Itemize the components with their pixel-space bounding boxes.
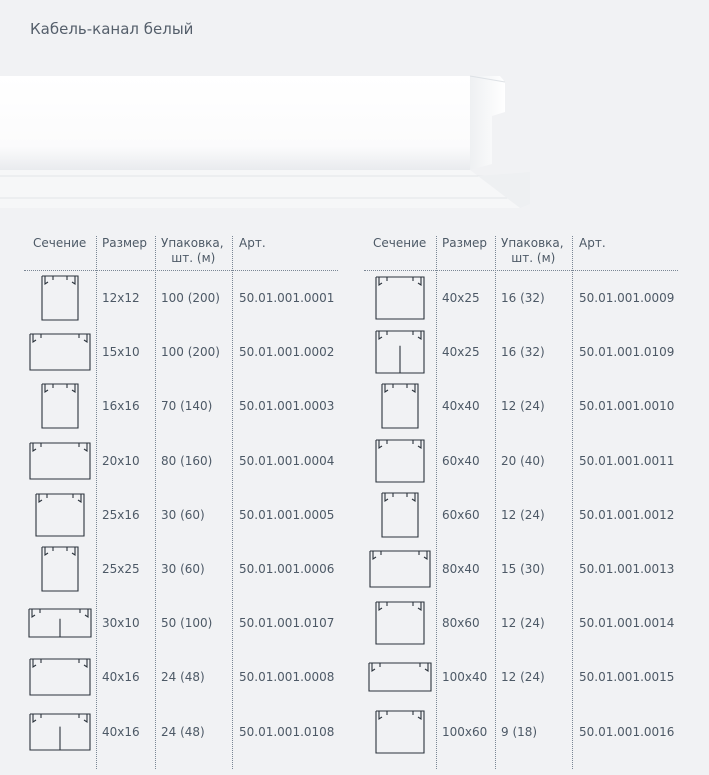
rows-left: [24, 271, 338, 759]
pack-cell: 12 (24): [501, 670, 545, 685]
table-row: [24, 705, 338, 759]
section-cell: [364, 273, 436, 323]
pack-cell: 12 (24): [501, 399, 545, 414]
pack-cell: 24 (48): [161, 670, 205, 685]
size-cell: 60x60: [442, 507, 480, 522]
size-cell: 20x10: [102, 453, 140, 468]
section-cell: [24, 544, 96, 594]
header-art: Арт.: [579, 236, 606, 250]
art-cell: 50.01.001.0015: [579, 670, 675, 685]
art-cell: 50.01.001.0003: [239, 399, 335, 414]
pack-cell: 30 (60): [161, 562, 205, 577]
header-size: Размер: [102, 236, 148, 250]
cable-channel-section-icon: [24, 707, 96, 757]
pack-cell: 70 (140): [161, 399, 213, 414]
section-cell: [364, 381, 436, 431]
table-row: [364, 434, 678, 488]
page-title: Кабель-канал белый: [30, 20, 194, 38]
art-cell: 50.01.001.0011: [579, 453, 675, 468]
art-cell: 50.01.001.0109: [579, 345, 675, 360]
cable-channel-section-icon: [24, 652, 96, 702]
product-table-left: [24, 236, 338, 769]
cable-channel-section-icon: [24, 381, 96, 431]
section-cell: [24, 327, 96, 377]
art-cell: 50.01.001.0004: [239, 453, 335, 468]
size-cell: 12x12: [102, 291, 140, 306]
pack-cell: 12 (24): [501, 616, 545, 631]
table-row: [24, 434, 338, 488]
size-cell: 40x25: [442, 345, 480, 360]
size-cell: 40x16: [102, 724, 140, 739]
size-cell: 30x10: [102, 616, 140, 631]
pack-cell: 100 (200): [161, 291, 220, 306]
art-cell: 50.01.001.0014: [579, 616, 675, 631]
section-cell: [24, 598, 96, 648]
section-cell: [24, 707, 96, 757]
cable-channel-section-icon: [364, 436, 436, 486]
section-cell: [364, 436, 436, 486]
section-cell: [364, 707, 436, 757]
art-cell: 50.01.001.0002: [239, 345, 335, 360]
table-row: [364, 650, 678, 704]
section-cell: [24, 381, 96, 431]
table-row: [24, 650, 338, 704]
pack-cell: 24 (48): [161, 724, 205, 739]
art-cell: 50.01.001.0009: [579, 291, 675, 306]
size-cell: 100x60: [442, 724, 488, 739]
header-pack: Упаковка, шт. (м): [161, 236, 224, 265]
section-cell: [364, 652, 436, 702]
table-row: [24, 271, 338, 325]
cable-channel-section-icon: [364, 652, 436, 702]
section-cell: [364, 544, 436, 594]
pack-cell: 16 (32): [501, 291, 545, 306]
size-cell: 100x40: [442, 670, 488, 685]
section-cell: [24, 490, 96, 540]
cable-channel-section-icon: [364, 327, 436, 377]
table-row: [24, 488, 338, 542]
art-cell: 50.01.001.0008: [239, 670, 335, 685]
header-section: Сечение: [373, 236, 427, 250]
header-section: Сечение: [33, 236, 87, 250]
size-cell: 25x25: [102, 562, 140, 577]
table-row: [364, 271, 678, 325]
cable-channel-section-icon: [364, 707, 436, 757]
art-cell: 50.01.001.0013: [579, 562, 675, 577]
table-row: [364, 596, 678, 650]
section-cell: [24, 273, 96, 323]
cable-channel-section-icon: [364, 381, 436, 431]
table-row: [364, 705, 678, 759]
cable-channel-section-icon: [24, 490, 96, 540]
pack-cell: 30 (60): [161, 507, 205, 522]
section-cell: [364, 327, 436, 377]
art-cell: 50.01.001.0006: [239, 562, 335, 577]
pack-cell: 9 (18): [501, 724, 538, 739]
art-cell: 50.01.001.0010: [579, 399, 675, 414]
size-cell: 80x40: [442, 562, 480, 577]
cable-channel-section-icon: [24, 598, 96, 648]
section-cell: [364, 490, 436, 540]
cable-channel-section-icon: [364, 273, 436, 323]
art-cell: 50.01.001.0005: [239, 507, 335, 522]
size-cell: 80x60: [442, 616, 480, 631]
cable-channel-section-icon: [24, 436, 96, 486]
rows-right: [364, 271, 678, 759]
header-art: Арт.: [239, 236, 266, 250]
size-cell: 40x16: [102, 670, 140, 685]
table-row: [364, 325, 678, 379]
cable-channel-product-image: [0, 72, 540, 212]
product-table-right: [364, 236, 678, 769]
size-cell: 25x16: [102, 507, 140, 522]
cable-channel-section-icon: [364, 598, 436, 648]
cable-channel-section-icon: [24, 273, 96, 323]
table-row: [24, 325, 338, 379]
size-cell: 15x10: [102, 345, 140, 360]
table-header: [364, 236, 678, 271]
size-cell: 40x25: [442, 291, 480, 306]
cable-channel-section-icon: [24, 327, 96, 377]
pack-cell: 80 (160): [161, 453, 213, 468]
size-cell: 40x40: [442, 399, 480, 414]
pack-cell: 15 (30): [501, 562, 545, 577]
art-cell: 50.01.001.0108: [239, 724, 335, 739]
cable-channel-section-icon: [364, 490, 436, 540]
table-row: [364, 379, 678, 433]
art-cell: 50.01.001.0001: [239, 291, 335, 306]
art-cell: 50.01.001.0107: [239, 616, 335, 631]
art-cell: 50.01.001.0016: [579, 724, 675, 739]
section-cell: [24, 436, 96, 486]
cable-channel-section-icon: [24, 544, 96, 594]
pack-cell: 20 (40): [501, 453, 545, 468]
table-header: [24, 236, 338, 271]
pack-cell: 100 (200): [161, 345, 220, 360]
size-cell: 60x40: [442, 453, 480, 468]
section-cell: [24, 652, 96, 702]
pack-cell: 16 (32): [501, 345, 545, 360]
pack-cell: 12 (24): [501, 507, 545, 522]
header-size: Размер: [442, 236, 488, 250]
size-cell: 16x16: [102, 399, 140, 414]
table-row: [24, 596, 338, 650]
table-row: [24, 542, 338, 596]
section-cell: [364, 598, 436, 648]
cable-channel-section-icon: [364, 544, 436, 594]
art-cell: 50.01.001.0012: [579, 507, 675, 522]
pack-cell: 50 (100): [161, 616, 213, 631]
table-row: [364, 542, 678, 596]
table-row: [364, 488, 678, 542]
header-pack: Упаковка, шт. (м): [501, 236, 564, 265]
table-row: [24, 379, 338, 433]
